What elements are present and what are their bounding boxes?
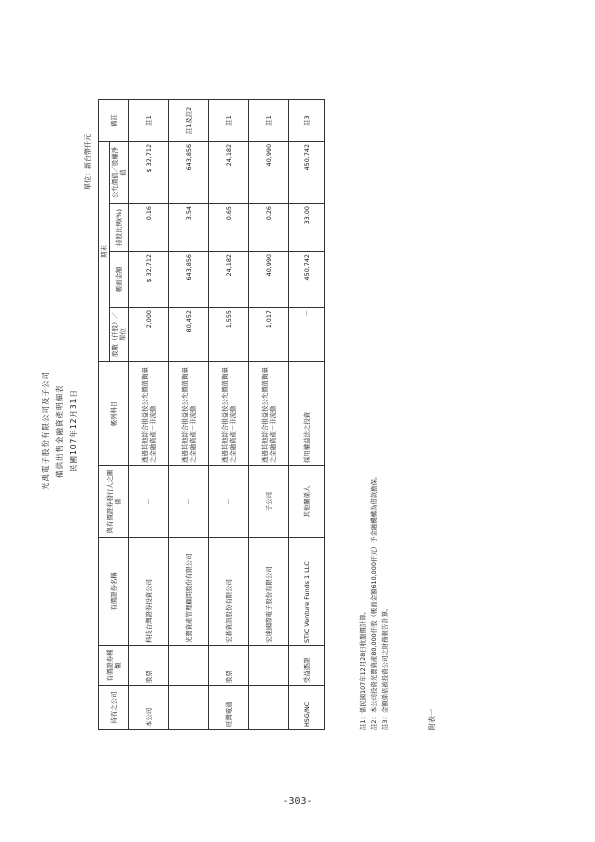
- col-ratio: 持股比例(%): [110, 204, 129, 252]
- cell-shares: 80,452: [169, 308, 209, 362]
- cell-holder: HSG/NC: [289, 686, 325, 730]
- cell-name: STIC Venture Funds 1 LLC: [289, 538, 325, 646]
- cell-account: 透過其他綜合損益按公允價值衡量之金融資產－非流動: [129, 362, 169, 466]
- col-relation: 與有價證券發行人之關係: [99, 466, 129, 538]
- cell-kind: 股票: [129, 646, 169, 686]
- company-name: 光禹電子股份有限公司及子公司: [41, 371, 50, 490]
- cell-shares: 1,017: [249, 308, 289, 362]
- cell-note: 註1: [249, 99, 289, 141]
- cell-fair-value: 40,990: [249, 141, 289, 203]
- cell-holder: 本公司: [129, 686, 169, 730]
- cell-account: 透過其他綜合損益按公允價值衡量之金融資產－非流動: [209, 362, 249, 466]
- cell-book-value: 450,742: [289, 252, 325, 308]
- col-period-end: 期末: [99, 141, 110, 361]
- cell-ratio: 33.00: [289, 204, 325, 252]
- cell-kind: 受益憑證: [289, 646, 325, 686]
- table-row: [209, 99, 249, 729]
- col-holder: 持有之公司: [99, 686, 129, 730]
- cell-account: 透過其他綜合損益按公允價值衡量之金融資產－非流動: [249, 362, 289, 466]
- document-title: 備供出售金融資產明細表: [55, 384, 64, 478]
- col-fair-value: 公允價值／股權淨值: [110, 141, 129, 203]
- col-book-value: 帳面金額: [110, 252, 129, 308]
- cell-holder: [249, 686, 289, 730]
- footnote: 註3：金額係依被投資公司之財務報告計算。: [381, 604, 389, 730]
- header-row-top: [99, 99, 110, 729]
- col-note: 備註: [99, 99, 129, 141]
- col-security-name: 有價證券名稱: [99, 538, 129, 646]
- cell-fair-value: $ 32,712: [129, 141, 169, 203]
- cell-holder: 旺灣電通: [209, 686, 249, 730]
- col-account: 帳列科目: [99, 362, 129, 466]
- cell-fair-value: 24,182: [209, 141, 249, 203]
- cell-ratio: 0.16: [129, 204, 169, 252]
- cell-name: 宏達國際電子股份有限公司: [249, 538, 289, 646]
- cell-holder: [169, 686, 209, 730]
- col-shares: 股數（仟股）／單位: [110, 308, 129, 362]
- table-row: [129, 99, 169, 729]
- attachment-label: 附表一: [428, 709, 436, 730]
- cell-ratio: 0.65: [209, 204, 249, 252]
- col-security-kind: 有價證券種類: [99, 646, 129, 686]
- cell-shares: －: [289, 308, 325, 362]
- cell-note: 註1: [209, 99, 249, 141]
- cell-note: 註3: [289, 99, 325, 141]
- cell-kind: [169, 646, 209, 686]
- footnote: 註1：係民國107年12月28日收盤價計算。: [359, 608, 367, 730]
- table-row: [289, 99, 325, 729]
- footnote: 註2：本公司投資光寶資產80,000仟股（帳面金額610,000仟元）予金融機構為借款擔保。: [370, 472, 378, 730]
- cell-book-value: 40,990: [249, 252, 289, 308]
- cell-ratio: 0.26: [249, 204, 289, 252]
- cell-book-value: $ 32,712: [129, 252, 169, 308]
- securities-table: [98, 99, 325, 730]
- cell-note: 註1及註2: [169, 99, 209, 141]
- page-number: -303-: [282, 796, 313, 807]
- cell-book-value: 24,182: [209, 252, 249, 308]
- cell-kind: 股票: [209, 646, 249, 686]
- cell-note: 註1: [129, 99, 169, 141]
- cell-account: 透過其他綜合損益按公允價值衡量之金融資產－非流動: [169, 362, 209, 466]
- cell-shares: 1,555: [209, 308, 249, 362]
- cell-relation: 子公司: [249, 466, 289, 538]
- cell-relation: －: [129, 466, 169, 538]
- footnotes: [358, 473, 391, 730]
- cell-kind: [249, 646, 289, 686]
- rotated-page-content: [40, 100, 440, 730]
- period-label: 民國107年12月31日: [69, 389, 78, 472]
- cell-name: 科技台灣證券投資公司: [129, 538, 169, 646]
- cell-account: 採用權益法之投資: [289, 362, 325, 466]
- cell-relation: 其他關係人: [289, 466, 325, 538]
- cell-shares: 2,000: [129, 308, 169, 362]
- unit-label: 單位：新台幣仟元: [84, 134, 92, 190]
- cell-relation: －: [209, 466, 249, 538]
- cell-relation: －: [169, 466, 209, 538]
- cell-book-value: 643,856: [169, 252, 209, 308]
- cell-fair-value: 643,856: [169, 141, 209, 203]
- cell-ratio: 3.54: [169, 204, 209, 252]
- cell-name: 宏碁資訊股份有限公司: [209, 538, 249, 646]
- cell-fair-value: 450,742: [289, 141, 325, 203]
- table-row: [169, 99, 209, 729]
- table-row: [249, 99, 289, 729]
- cell-name: 光寶資產管理顧問股份有限公司: [169, 538, 209, 646]
